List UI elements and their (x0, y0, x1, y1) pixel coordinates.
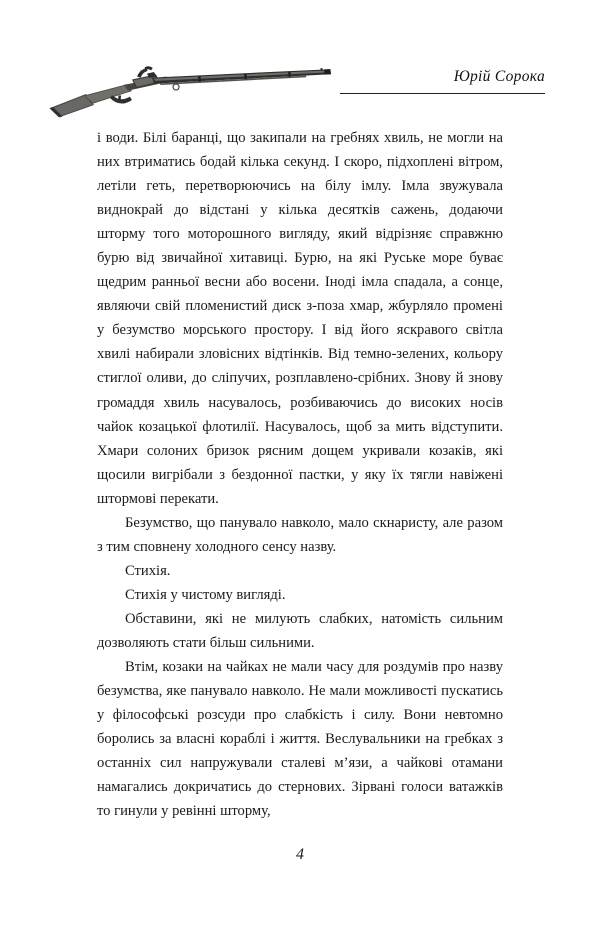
running-head-rule (340, 93, 545, 94)
running-head-author: Юрій Сорока (453, 68, 545, 85)
flintlock-musket-icon (48, 64, 336, 118)
running-head (0, 60, 600, 122)
paragraph: Обставини, які не милують слабких, натомість сильним дозволяють стати більш сильними. (97, 610, 503, 651)
body-text (97, 126, 503, 823)
paragraph: і води. Білі баранці, що закипали на гребнях хвиль, не могли на них втриматись бодай кілька секунд. І скоро, підхоплені вітром, летіли геть, перетворюючись на білу імлу. Імла звужувала виднокрай до відстані у кілька десятків сажень, додаючи шторму того моторошного вигляду, який відрізняє справжню бурю від звичайної хитавиці. Бурю, на які Руське море буває щедрим ранньої весни або восени. Іноді імла спадала, а сонце, являючи свій пломенистий диск з-поза хмар, жбурляло промені у безумство морського простору. І від його яскравого світла хвилі набирали зловісних відтінків. Від темно-зелених, кольору стиглої оливи, до сліпучих, розплавлено-срібних. Знову й знову громаддя хвиль насувалось, розбиваючись до високих носів чайок козацької флотилії. Насувалось, щоб за мить відступити. Хмари солоних бризок рясним дощем укривали козаків, які щосили вигрібали з бездонної пастки, у яку їх тягли навіжені штормові перекати. (97, 130, 503, 507)
page-number: 4 (296, 846, 304, 863)
paragraph: Втім, козаки на чайках не мали часу для роздумів про назву безумства, яке панувало навколо. Не мали можливості пускатись у філософські розсуди про слабкість і силу. Вони невтомно боролись за власні кораблі і життя. Веслувальники на гребках з останніх сил напружували сталеві м’язи, а чайкові отамани намагались докричатись до стернових. Зірвані голоси ватажків то гинули у ревінні шторму, (97, 659, 503, 820)
paragraph: Стихія у чистому вигляді. (125, 586, 286, 603)
paragraph: Стихія. (125, 562, 171, 579)
paragraph: Безумство, що панувало навколо, мало скнаристу, але разом з тим сповнену холодного сенсу назву. (97, 514, 503, 555)
